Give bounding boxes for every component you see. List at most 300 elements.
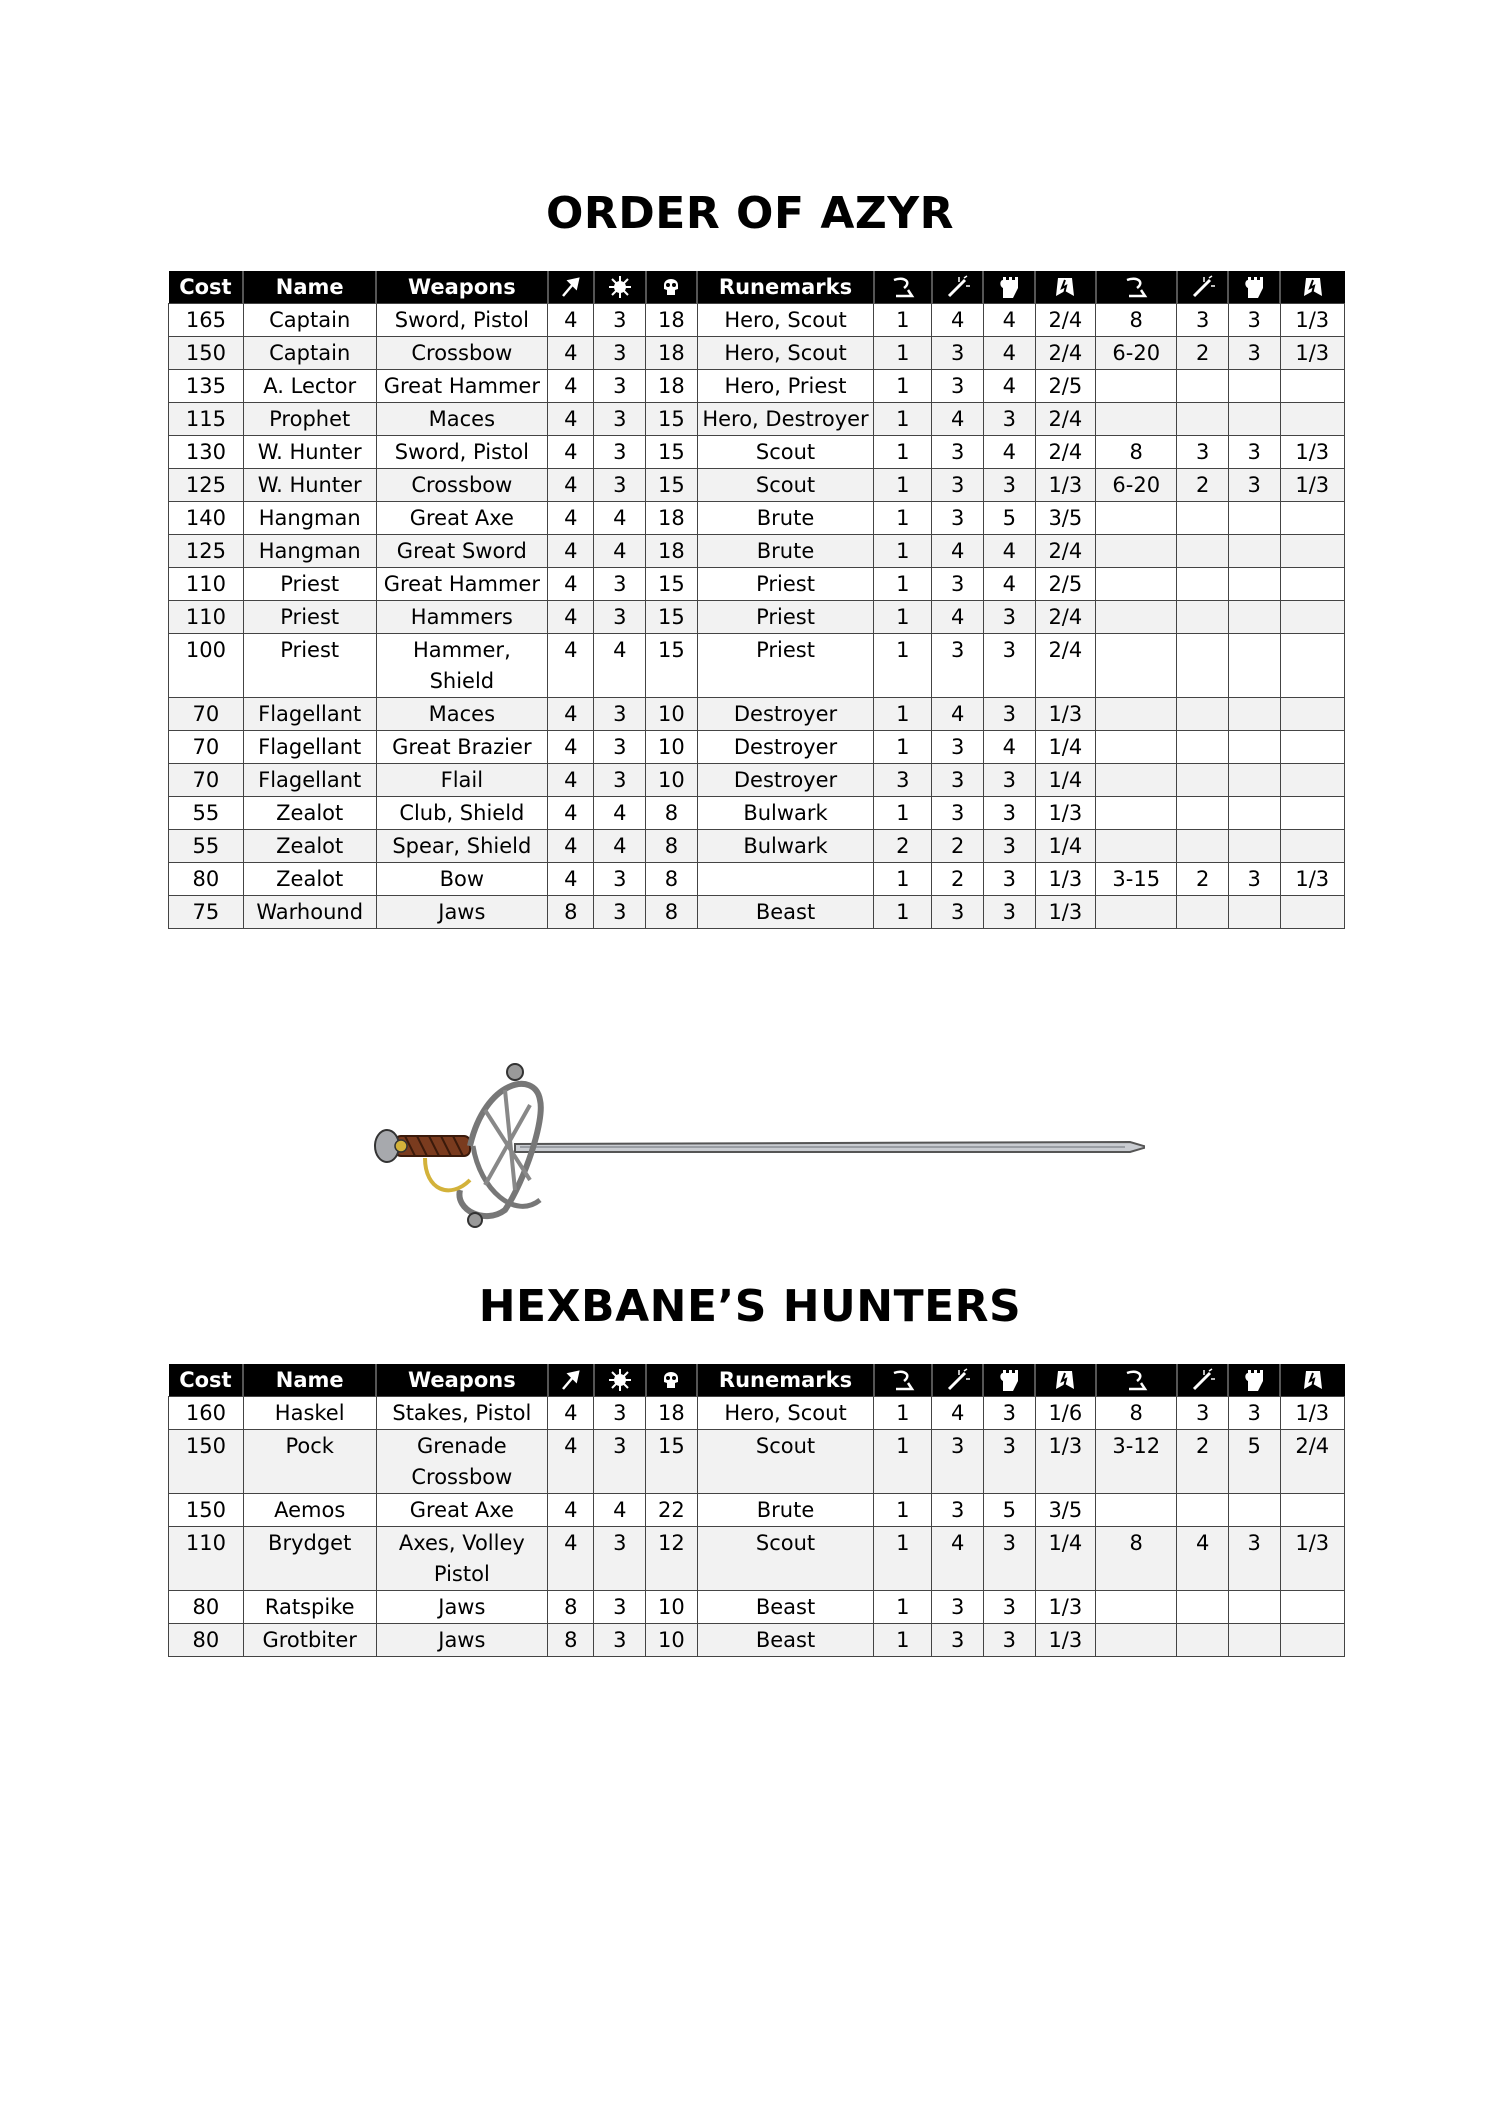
table-cell: 160 (169, 1397, 244, 1430)
table-cell (1177, 1624, 1229, 1657)
table-cell: Spear, Shield (376, 830, 548, 863)
table-cell: 2 (874, 830, 932, 863)
table-cell: 4 (548, 830, 594, 863)
table-cell: 2 (932, 830, 984, 863)
table-cell: Priest (697, 634, 874, 698)
strength-icon (1228, 271, 1280, 304)
table-row (169, 1527, 1345, 1591)
table-cell: 3 (983, 1397, 1035, 1430)
table-row (169, 764, 1345, 797)
table-cell: 18 (646, 502, 698, 535)
column-header-weapons: Weapons (376, 271, 548, 304)
table-cell: 130 (169, 436, 244, 469)
table-cell (1096, 896, 1177, 929)
table-cell: 4 (548, 764, 594, 797)
damage-icon (1035, 271, 1096, 304)
table-cell: 5 (983, 502, 1035, 535)
move-icon (548, 271, 594, 304)
table-cell: 3 (594, 601, 646, 634)
table-cell: 15 (646, 634, 698, 698)
table-cell: 1/3 (1280, 1527, 1345, 1591)
table-cell: 4 (932, 304, 984, 337)
table-cell: 1/3 (1280, 1397, 1345, 1430)
table-cell: 4 (983, 304, 1035, 337)
table-cell: 4 (548, 535, 594, 568)
table-cell: 1 (874, 1591, 932, 1624)
table-cell: 3 (1228, 304, 1280, 337)
table-row (169, 1624, 1345, 1657)
table-cell: 1/3 (1035, 797, 1096, 830)
table-cell: 3 (983, 1527, 1035, 1591)
table-cell: 1/3 (1280, 304, 1345, 337)
table-cell (1177, 797, 1229, 830)
table-cell: Prophet (243, 403, 376, 436)
table-cell (1280, 502, 1345, 535)
table-row (169, 896, 1345, 929)
table-cell: 4 (548, 304, 594, 337)
table-row (169, 535, 1345, 568)
table-cell: Beast (697, 1591, 874, 1624)
table-cell: 3 (594, 568, 646, 601)
table-cell: 2/4 (1035, 436, 1096, 469)
table-cell: 80 (169, 1624, 244, 1657)
table-cell: 2 (1177, 469, 1229, 502)
table-cell: 4 (1177, 1527, 1229, 1591)
table-cell: 3 (594, 1591, 646, 1624)
table-cell: Bulwark (697, 830, 874, 863)
table-cell: 3 (932, 731, 984, 764)
table-cell (1280, 634, 1345, 698)
table-cell: Zealot (243, 830, 376, 863)
damage-icon (1280, 271, 1345, 304)
attacks-icon (932, 271, 984, 304)
table-cell: 3 (874, 764, 932, 797)
table-cell: Captain (243, 337, 376, 370)
table-cell: 1 (874, 1624, 932, 1657)
table-cell: Brydget (243, 1527, 376, 1591)
table-row (169, 731, 1345, 764)
table-cell: 3 (983, 797, 1035, 830)
table-cell: Warhound (243, 896, 376, 929)
table-cell: 55 (169, 797, 244, 830)
table-cell: 4 (548, 1527, 594, 1591)
table-cell: 1/3 (1035, 1430, 1096, 1494)
table-cell: Flagellant (243, 764, 376, 797)
rapier-sword-illustration (365, 1060, 1145, 1230)
table-cell: 1 (874, 1430, 932, 1494)
table-cell: Sword, Pistol (376, 436, 548, 469)
table-cell: 3 (1228, 436, 1280, 469)
table-cell: 4 (932, 1527, 984, 1591)
table-cell: 3 (1228, 469, 1280, 502)
table-cell: 1/3 (1035, 863, 1096, 896)
table-cell: Flagellant (243, 698, 376, 731)
table-cell: Hangman (243, 535, 376, 568)
table-cell: 70 (169, 698, 244, 731)
table-cell: Jaws (376, 1591, 548, 1624)
table-cell: 4 (594, 1494, 646, 1527)
table-cell (1280, 764, 1345, 797)
table-cell: 1 (874, 863, 932, 896)
table-cell: Priest (697, 568, 874, 601)
table-cell (1228, 896, 1280, 929)
table-cell: Great Hammer (376, 568, 548, 601)
table-cell (1228, 1494, 1280, 1527)
table-row (169, 863, 1345, 896)
table-cell: 4 (548, 797, 594, 830)
table-cell (1096, 1624, 1177, 1657)
table-cell: Crossbow (376, 469, 548, 502)
table-row (169, 568, 1345, 601)
table-cell: 4 (594, 502, 646, 535)
column-header-runemarks: Runemarks (697, 271, 874, 304)
table-cell: Destroyer (697, 731, 874, 764)
table-cell: 15 (646, 1430, 698, 1494)
table-cell: 1 (874, 1527, 932, 1591)
range-icon (874, 271, 932, 304)
table-cell: 150 (169, 337, 244, 370)
table-cell: Maces (376, 698, 548, 731)
table-row (169, 403, 1345, 436)
header-row (169, 1364, 1345, 1397)
table-cell: 125 (169, 535, 244, 568)
table-cell: 3/5 (1035, 1494, 1096, 1527)
table-cell: 3 (594, 1624, 646, 1657)
table-cell: 6-20 (1096, 337, 1177, 370)
table-cell: 4 (548, 370, 594, 403)
table-cell: 150 (169, 1494, 244, 1527)
table-cell: 4 (594, 830, 646, 863)
table-cell: Great Brazier (376, 731, 548, 764)
table-cell (1228, 1624, 1280, 1657)
section-title-order-of-azyr: ORDER OF AZYR (545, 188, 955, 239)
table-cell: 15 (646, 436, 698, 469)
table-cell (1177, 370, 1229, 403)
table-cell (1228, 830, 1280, 863)
table-cell: Axes, Volley Pistol (376, 1527, 548, 1591)
table-cell: 2/5 (1035, 568, 1096, 601)
table-cell: 2/4 (1035, 601, 1096, 634)
table-cell: 3 (594, 337, 646, 370)
table-cell: 80 (169, 1591, 244, 1624)
table-cell: Great Sword (376, 535, 548, 568)
table-cell (1096, 764, 1177, 797)
table-cell: 1 (874, 698, 932, 731)
table-cell: 10 (646, 1591, 698, 1624)
header-row (169, 271, 1345, 304)
table-cell (1177, 698, 1229, 731)
table-cell: 6-20 (1096, 469, 1177, 502)
table-cell: Flail (376, 764, 548, 797)
table-cell (1177, 1494, 1229, 1527)
column-header-name: Name (243, 271, 376, 304)
table-row (169, 797, 1345, 830)
table-cell (1096, 535, 1177, 568)
table-cell: 3 (1228, 863, 1280, 896)
table-cell (1177, 568, 1229, 601)
table-cell (1280, 1591, 1345, 1624)
table-cell: 3 (594, 698, 646, 731)
table-row (169, 1591, 1345, 1624)
table-cell: 70 (169, 731, 244, 764)
table-cell: Zealot (243, 863, 376, 896)
table-cell: Hero, Destroyer (697, 403, 874, 436)
table-cell: 3 (932, 896, 984, 929)
table-cell: 3 (932, 634, 984, 698)
table-cell (697, 863, 874, 896)
table-cell: 4 (548, 403, 594, 436)
table-cell: 4 (548, 568, 594, 601)
table-cell: 15 (646, 469, 698, 502)
table-cell: 4 (548, 698, 594, 731)
table-cell (1228, 370, 1280, 403)
table-cell: Hero, Scout (697, 337, 874, 370)
table-cell: 1/6 (1035, 1397, 1096, 1430)
table-cell: 18 (646, 1397, 698, 1430)
table-cell: 3 (1228, 1397, 1280, 1430)
table-cell: 110 (169, 601, 244, 634)
table-cell: Hangman (243, 502, 376, 535)
table-cell: 1 (874, 535, 932, 568)
table-cell: 1 (874, 436, 932, 469)
table-cell: 3 (1177, 1397, 1229, 1430)
table-cell: 1 (874, 896, 932, 929)
table-cell (1280, 1624, 1345, 1657)
table-cell: W. Hunter (243, 469, 376, 502)
table-cell: 3 (1228, 1527, 1280, 1591)
table-cell: Jaws (376, 896, 548, 929)
range-icon (874, 1364, 932, 1397)
table-cell: 15 (646, 568, 698, 601)
table-cell: Brute (697, 1494, 874, 1527)
move-icon (548, 1364, 594, 1397)
table-cell: 3 (932, 797, 984, 830)
table-cell: Zealot (243, 797, 376, 830)
table-cell: 4 (932, 403, 984, 436)
hexbanes-hunters-table (168, 1364, 1345, 1657)
table-cell: 3 (932, 1430, 984, 1494)
table-cell: 3 (594, 304, 646, 337)
table-cell: 4 (594, 634, 646, 698)
table-cell: Bulwark (697, 797, 874, 830)
table-cell (1280, 731, 1345, 764)
table-cell: 3 (594, 1397, 646, 1430)
table-cell: 100 (169, 634, 244, 698)
table-cell: 4 (548, 1430, 594, 1494)
table-cell: 3 (932, 568, 984, 601)
table-cell: 110 (169, 1527, 244, 1591)
table-cell (1177, 535, 1229, 568)
table-cell (1096, 731, 1177, 764)
table-cell: 3 (932, 1494, 984, 1527)
table-row (169, 601, 1345, 634)
table-cell: Stakes, Pistol (376, 1397, 548, 1430)
table-cell: 2 (1177, 1430, 1229, 1494)
table-cell: Hero, Scout (697, 1397, 874, 1430)
table-cell: 3 (983, 863, 1035, 896)
table-cell (1228, 568, 1280, 601)
table-cell: 18 (646, 337, 698, 370)
table-cell (1096, 698, 1177, 731)
table-cell: 1/4 (1035, 1527, 1096, 1591)
table-cell: 3 (983, 601, 1035, 634)
table-cell (1280, 403, 1345, 436)
table-cell: 3-12 (1096, 1430, 1177, 1494)
table-cell: Grotbiter (243, 1624, 376, 1657)
table-row (169, 304, 1345, 337)
table-cell: 8 (1096, 436, 1177, 469)
table-cell: 55 (169, 830, 244, 863)
table-cell: 2/4 (1035, 535, 1096, 568)
strength-icon (983, 1364, 1035, 1397)
table-row (169, 1397, 1345, 1430)
table-cell: 3 (594, 469, 646, 502)
table-cell: 8 (548, 1591, 594, 1624)
table-cell: 1/3 (1035, 896, 1096, 929)
table-cell: 1/3 (1280, 337, 1345, 370)
table-cell: 150 (169, 1430, 244, 1494)
table-cell: 2/5 (1035, 370, 1096, 403)
table-cell (1096, 601, 1177, 634)
table-cell: 4 (983, 535, 1035, 568)
table-cell: Destroyer (697, 698, 874, 731)
table-cell: 1 (874, 1397, 932, 1430)
table-cell: Priest (243, 568, 376, 601)
table-cell (1228, 403, 1280, 436)
table-cell: 3 (1177, 304, 1229, 337)
table-cell: 75 (169, 896, 244, 929)
table-cell: Captain (243, 304, 376, 337)
table-cell: Hero, Scout (697, 304, 874, 337)
table-cell: 3 (983, 896, 1035, 929)
table-cell: Ratspike (243, 1591, 376, 1624)
table-cell: 8 (646, 896, 698, 929)
table-cell: 80 (169, 863, 244, 896)
table-row (169, 1494, 1345, 1527)
table-cell: 3 (594, 1527, 646, 1591)
table-cell (1177, 634, 1229, 698)
table-cell: 4 (983, 731, 1035, 764)
table-cell (1228, 764, 1280, 797)
table-cell (1177, 731, 1229, 764)
table-cell (1228, 634, 1280, 698)
table-cell: 5 (983, 1494, 1035, 1527)
table-cell: 125 (169, 469, 244, 502)
table-cell: Maces (376, 403, 548, 436)
table-cell: 2 (1177, 863, 1229, 896)
table-cell: 3 (932, 337, 984, 370)
table-cell: Brute (697, 502, 874, 535)
table-cell (1280, 830, 1345, 863)
table-cell: 3 (594, 896, 646, 929)
table-cell: Priest (243, 634, 376, 698)
damage-icon (1280, 1364, 1345, 1397)
table-cell: 1/3 (1280, 469, 1345, 502)
table-cell: 1 (874, 502, 932, 535)
attacks-icon (932, 1364, 984, 1397)
table-cell: 3 (594, 436, 646, 469)
table-cell: 4 (548, 469, 594, 502)
table-cell: 22 (646, 1494, 698, 1527)
table-cell (1280, 535, 1345, 568)
table-cell: 3 (932, 1591, 984, 1624)
table-cell (1177, 830, 1229, 863)
table-cell: 3 (932, 370, 984, 403)
table-cell (1096, 1494, 1177, 1527)
table-cell: 3 (594, 731, 646, 764)
table-cell (1228, 698, 1280, 731)
table-cell: Great Axe (376, 502, 548, 535)
table-cell (1177, 764, 1229, 797)
table-cell: 3 (983, 634, 1035, 698)
toughness-icon (594, 1364, 646, 1397)
table-cell: 5 (1228, 1430, 1280, 1494)
table-cell: 1 (874, 634, 932, 698)
table-cell: 70 (169, 764, 244, 797)
wounds-icon (646, 271, 698, 304)
table-cell: 1 (874, 601, 932, 634)
table-row (169, 436, 1345, 469)
table-cell: 8 (548, 1624, 594, 1657)
table-cell: 18 (646, 535, 698, 568)
table-cell: Scout (697, 436, 874, 469)
attacks-icon (1177, 1364, 1229, 1397)
table-cell: 1/3 (1035, 698, 1096, 731)
table-cell: W. Hunter (243, 436, 376, 469)
table-cell: Great Axe (376, 1494, 548, 1527)
table-cell (1280, 896, 1345, 929)
table-cell: 8 (1096, 1397, 1177, 1430)
table-cell: Hammer, Shield (376, 634, 548, 698)
table-cell: Great Hammer (376, 370, 548, 403)
table-cell (1096, 634, 1177, 698)
table-cell: 1 (874, 403, 932, 436)
table-cell: 2/4 (1035, 634, 1096, 698)
table-cell: 2 (932, 863, 984, 896)
table-cell: 3 (983, 469, 1035, 502)
table-cell: 2/4 (1280, 1430, 1345, 1494)
table-cell (1228, 601, 1280, 634)
table-cell: 165 (169, 304, 244, 337)
table-cell (1228, 731, 1280, 764)
table-cell: Bow (376, 863, 548, 896)
table-cell: 3 (983, 1624, 1035, 1657)
table-cell: 2 (1177, 337, 1229, 370)
table-cell: 1/3 (1035, 1624, 1096, 1657)
table-cell: 3 (594, 370, 646, 403)
table-cell: 10 (646, 764, 698, 797)
table-cell: 3 (983, 830, 1035, 863)
table-row (169, 634, 1345, 698)
table-cell: Grenade Crossbow (376, 1430, 548, 1494)
table-cell: 2/4 (1035, 337, 1096, 370)
column-header-cost: Cost (169, 1364, 244, 1397)
table-cell: 8 (1096, 304, 1177, 337)
table-cell (1280, 797, 1345, 830)
table-cell: 3-15 (1096, 863, 1177, 896)
table-cell: Scout (697, 1527, 874, 1591)
table-cell: 3/5 (1035, 502, 1096, 535)
table-cell: 4 (548, 863, 594, 896)
table-cell: 1 (874, 1494, 932, 1527)
table-cell: Hero, Priest (697, 370, 874, 403)
table-cell: 10 (646, 698, 698, 731)
table-cell: Sword, Pistol (376, 304, 548, 337)
table-cell: 18 (646, 304, 698, 337)
table-cell: 3 (1228, 337, 1280, 370)
strength-icon (983, 271, 1035, 304)
table-cell: 8 (548, 896, 594, 929)
